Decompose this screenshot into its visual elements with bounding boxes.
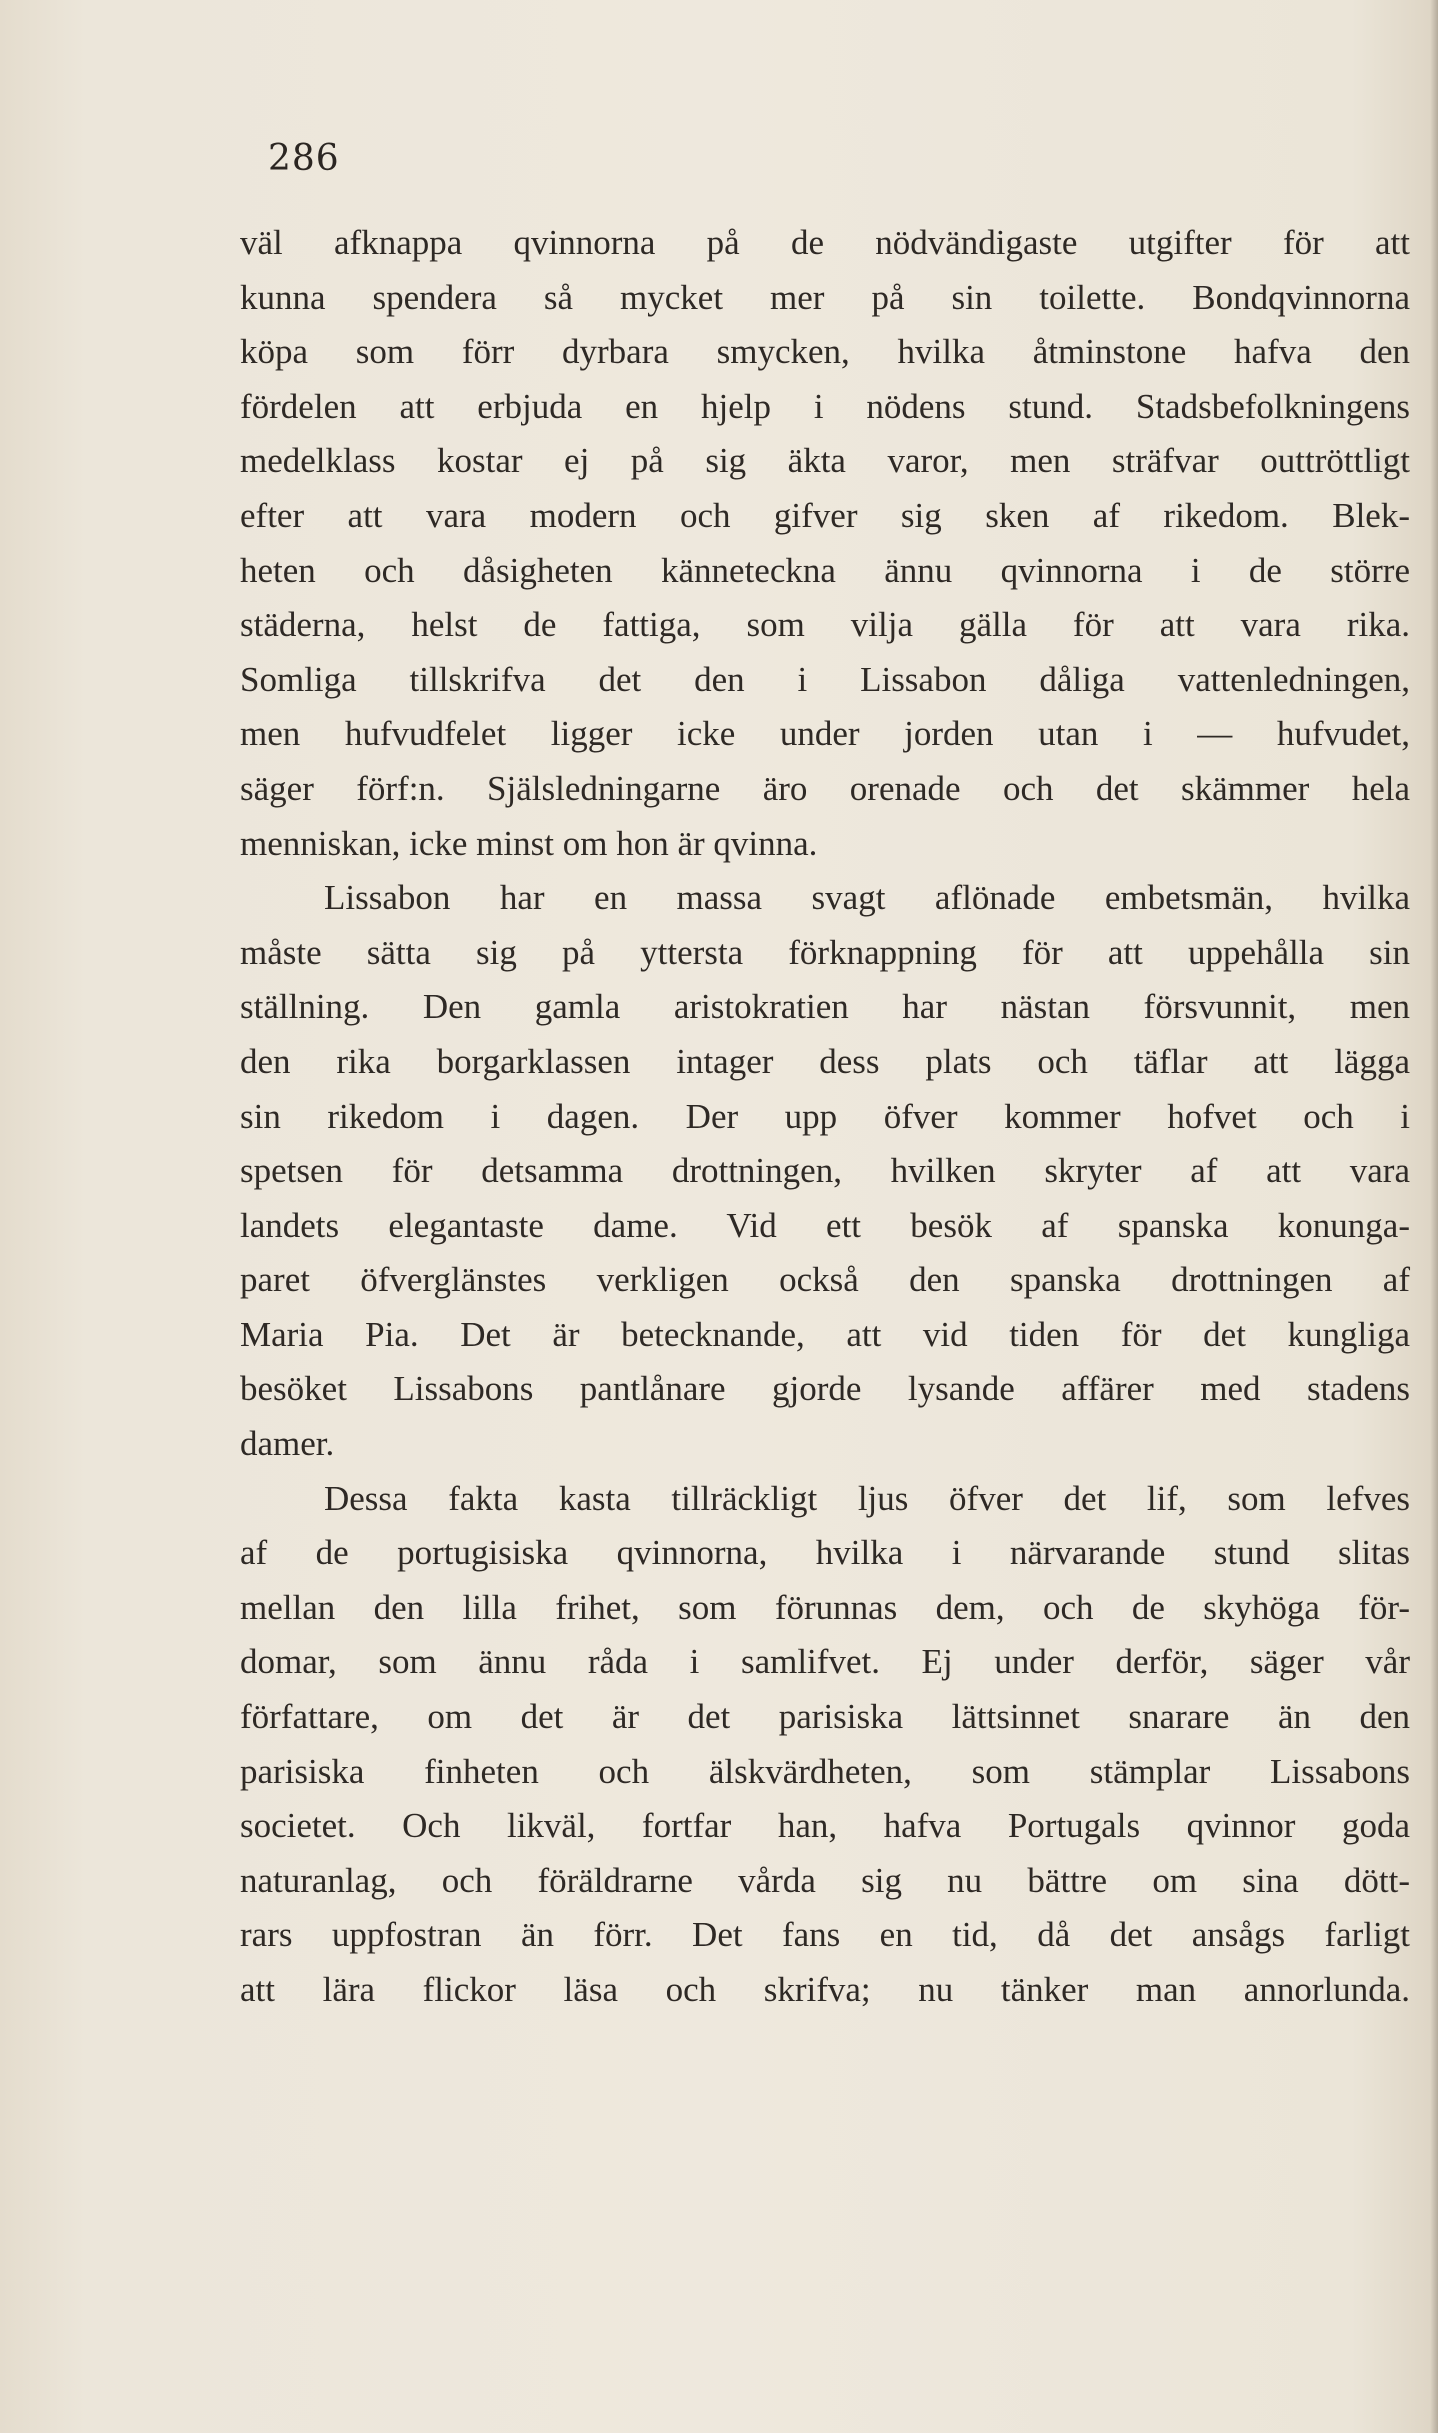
text-line: rars uppfostran än förr. Det fans en tid, då det ansågs farligt (240, 1915, 1410, 1955)
text-line: att lära flickor läsa och skrifva; nu tänker man annorlunda. (240, 1970, 1410, 2009)
text-line: damer. (240, 1424, 335, 1464)
text-line: väl afknappa qvinnorna på de nödvändigaste utgifter för att (240, 223, 1410, 262)
text-line: städerna, helst de fattiga, som vilja gälla för att vara rika. (240, 605, 1410, 645)
text-line: kunna spendera så mycket mer på sin toilette. Bondqvinnorna (240, 277, 1410, 317)
text-line: sin rikedom i dagen. Der upp öfver kommer hofvet och i (240, 1096, 1410, 1136)
page-number: 286 (268, 138, 340, 179)
text-line: paret öfverglänstes verkligen också den spanska drottningen af (240, 1260, 1410, 1300)
text-line: spetsen för detsamma drottningen, hvilken skryter af att vara (240, 1151, 1410, 1191)
text-line: mellan den lilla frihet, som förunnas dem, och de skyhöga för- (240, 1587, 1410, 1627)
text-line: ställning. Den gamla aristokratien har nästan försvunnit, men (240, 987, 1410, 1027)
text-line: men hufvudfelet ligger icke under jorden utan i — hufvudet, (240, 714, 1410, 754)
text-line: societet. Och likväl, fortfar han, hafva Portugals qvinnor goda (240, 1806, 1410, 1846)
text-line: författare, om det är det parisiska lättsinnet snarare än den (240, 1697, 1410, 1737)
text-line: efter att vara modern och gifver sig sken af rikedom. Blek- (240, 495, 1410, 535)
text-line: Maria Pia. Det är betecknande, att vid tiden för det kungliga (240, 1314, 1410, 1354)
text-line: naturanlag, och föräldrarne vårda sig nu bättre om sina dött- (240, 1860, 1410, 1900)
body-text (240, 216, 1410, 2018)
page-edge-shadow (1430, 0, 1438, 2433)
text-line: af de portugisiska qvinnorna, hvilka i närvarande stund slitas (240, 1533, 1410, 1573)
text-line: besöket Lissabons pantlånare gjorde lysande affärer med stadens (240, 1369, 1410, 1409)
text-line: fördelen att erbjuda en hjelp i nödens stund. Stadsbefolkningens (240, 386, 1410, 426)
text-line: parisiska finheten och älskvärdheten, som stämplar Lissabons (240, 1751, 1410, 1791)
text-line: domar, som ännu råda i samlifvet. Ej under derför, säger vår (240, 1642, 1410, 1682)
text-line: Somliga tillskrifva det den i Lissabon dåliga vattenledningen, (240, 659, 1410, 699)
text-line: säger förf:n. Själsledningarne äro orenade och det skämmer hela (240, 768, 1410, 808)
text-line: landets elegantaste dame. Vid ett besök af spanska konunga- (240, 1205, 1410, 1245)
text-line: Lissabon har en massa svagt aflönade embetsmän, hvilka (324, 878, 1410, 918)
text-line: menniskan, icke minst om hon är qvinna. (240, 823, 818, 863)
text-line: medelklass kostar ej på sig äkta varor, men sträfvar outtröttligt (240, 441, 1410, 481)
text-line: måste sätta sig på yttersta förknappning för att uppehålla sin (240, 932, 1410, 972)
text-line: den rika borgarklassen intager dess plats och täflar att lägga (240, 1041, 1410, 1081)
text-line: köpa som förr dyrbara smycken, hvilka åtminstone hafva den (240, 332, 1410, 372)
text-line: Dessa fakta kasta tillräckligt ljus öfver det lif, som lefves (324, 1478, 1410, 1518)
text-line: heten och dåsigheten känneteckna ännu qvinnorna i de större (240, 550, 1410, 590)
